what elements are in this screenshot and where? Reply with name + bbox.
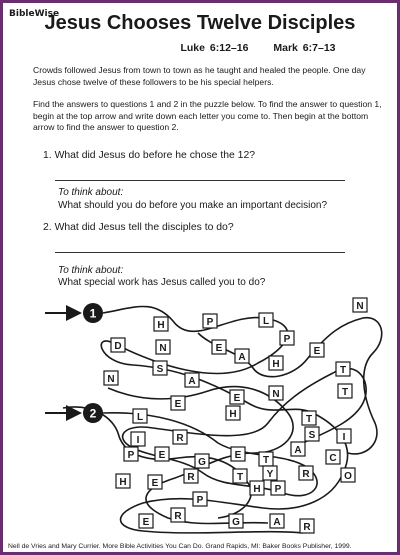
question-1-text: What did Jesus do before he chose the 12?: [54, 150, 256, 161]
maze-start-arrows: [45, 303, 103, 423]
maze-letter: T: [305, 413, 313, 425]
maze-letter: H: [119, 476, 127, 488]
maze-letter: E: [142, 516, 150, 528]
intro-paragraph: Crowds followed Jesus from town to town as he taught and healed the people. One day Jesus chose twelve of these followers to be his special helpers.: [33, 65, 366, 87]
maze-letter: P: [196, 494, 204, 506]
answer-2-line[interactable]: [55, 252, 345, 253]
maze-letter: A: [188, 375, 196, 387]
maze-letter: N: [356, 300, 364, 312]
maze-letter: P: [127, 449, 135, 461]
maze-letter: R: [176, 432, 184, 444]
maze-letter: R: [303, 521, 311, 533]
reference-luke: Luke 6:12–16: [180, 42, 249, 54]
question-1: [43, 150, 383, 161]
maze-letter: A: [273, 516, 281, 528]
maze-letter: E: [234, 449, 242, 461]
maze-letter: L: [262, 315, 270, 327]
maze-letter: E: [174, 398, 182, 410]
maze-letter: E: [233, 392, 241, 404]
maze-letter: H: [272, 358, 280, 370]
start-marker-2-label: 2: [89, 406, 97, 421]
scripture-references: [123, 42, 393, 54]
maze-letters: [104, 298, 367, 533]
maze-letter: I: [342, 431, 346, 443]
maze-letter: T: [236, 471, 244, 483]
answer-1-line[interactable]: [55, 180, 345, 181]
maze-letter: R: [302, 468, 310, 480]
think-about-1-label: To think about:: [58, 187, 124, 198]
maze-letter: E: [313, 345, 321, 357]
instructions-paragraph: Find the answers to questions 1 and 2 in the puzzle below. To find the answer to question 1, begin at the top arrow and write down each letter you come to. Then begin at the bottom arrow to find the answer to question 2.: [33, 99, 382, 132]
maze-letter: S: [308, 429, 316, 441]
maze-letter: L: [136, 411, 144, 423]
maze-letter: G: [232, 516, 240, 528]
question-2-number: 2.: [43, 222, 52, 233]
maze-letter: T: [339, 364, 347, 376]
think-about-2-label: To think about:: [58, 265, 124, 276]
maze-letter: H: [157, 319, 165, 331]
maze-letter: N: [272, 388, 280, 400]
maze-letter: A: [238, 351, 246, 363]
maze-puzzle: [3, 293, 397, 538]
maze-letter: G: [198, 456, 206, 468]
start-marker-1-label: 1: [89, 306, 97, 321]
maze-letter: R: [174, 510, 182, 522]
think-about-2-text: What special work has Jesus called you to do?: [58, 277, 266, 288]
maze-letter: H: [229, 408, 237, 420]
maze-letter: H: [253, 483, 261, 495]
maze-letter: R: [187, 471, 195, 483]
maze-letter: T: [262, 454, 270, 466]
maze-letter: P: [206, 316, 214, 328]
maze-letter: D: [114, 340, 122, 352]
maze-letter: N: [159, 342, 167, 354]
brand-logo: BibleWise: [9, 9, 60, 19]
maze-letter: Y: [266, 468, 274, 480]
maze-letter: E: [215, 342, 223, 354]
maze-letter: S: [156, 363, 164, 375]
maze-letter: N: [107, 373, 115, 385]
maze-letter: A: [294, 444, 302, 456]
maze-letter: P: [274, 483, 282, 495]
question-2: [43, 222, 383, 233]
maze-letter: T: [341, 386, 349, 398]
question-2-text: What did Jesus tell the disciples to do?: [54, 222, 234, 233]
source-credit: Nell de Vries and Mary Currier. More Bible Activities You Can Do. Grand Rapids, MI: Baker Books Publisher, 1999.: [8, 543, 352, 550]
page-title: Jesus Chooses Twelve Disciples: [44, 12, 356, 34]
maze-letter: E: [151, 477, 159, 489]
maze-letter: I: [136, 434, 140, 446]
question-1-number: 1.: [43, 150, 52, 161]
maze-letter: P: [283, 333, 291, 345]
reference-mark: Mark 6:7–13: [273, 42, 336, 54]
maze-letter: O: [344, 470, 352, 482]
think-about-1-text: What should you do before you make an important decision?: [58, 200, 328, 211]
maze-letter: E: [158, 449, 166, 461]
maze-letter: C: [329, 452, 337, 464]
